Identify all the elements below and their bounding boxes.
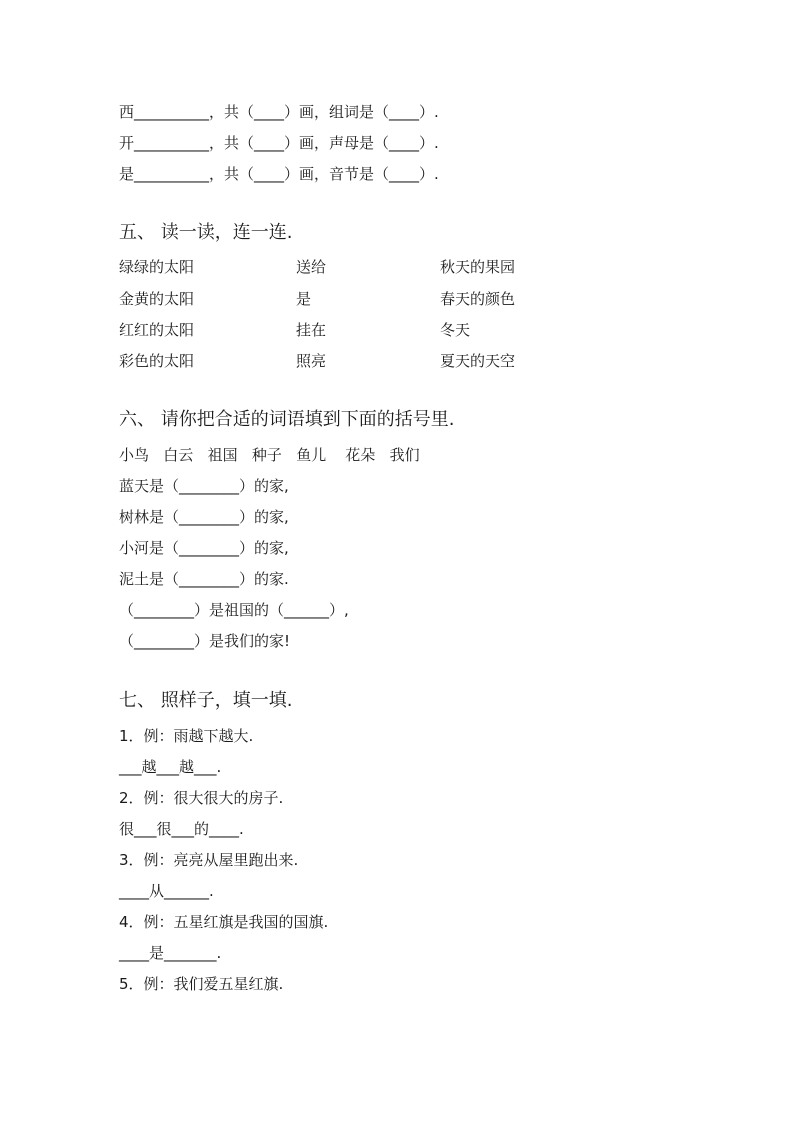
q4-line-3: 是__________，共（____）画，音节是（____）. [119, 165, 439, 183]
q6-line-3: 小河是（________）的家, [119, 539, 289, 557]
q7-example-5: 5．例：我们爱五星红旗. [119, 975, 284, 993]
q7-answer-1: ___越___越___. [119, 758, 222, 776]
q5-middle-item: 挂在 [296, 321, 327, 339]
q7-answer-3: ____从______. [119, 882, 214, 900]
q5-right-item: 春天的颜色 [440, 290, 516, 308]
q5-left-item: 绿绿的太阳 [119, 258, 195, 276]
q4-line-1: 西__________，共（____）画，组词是（____）. [119, 103, 439, 121]
q6-line-5: （________）是祖国的（______）, [119, 601, 349, 619]
q6-line-2: 树林是（________）的家, [119, 508, 289, 526]
q5-right-item: 冬天 [440, 321, 471, 339]
q5-left-item: 彩色的太阳 [119, 352, 195, 370]
q6-line-4: 泥土是（________）的家. [119, 570, 289, 588]
q5-middle-item: 送给 [296, 258, 327, 276]
q6-word-bank: 小鸟 白云 祖国 种子 鱼儿 花朵 我们 [119, 446, 420, 464]
q5-heading: 五、 读一读，连一连. [119, 222, 293, 243]
q6-line-1: 蓝天是（________）的家, [119, 477, 289, 495]
q5-left-item: 金黄的太阳 [119, 290, 195, 308]
q6-line-6: （________）是我们的家! [119, 632, 291, 650]
q7-answer-2: 很___很___的____. [119, 820, 244, 838]
q7-heading: 七、 照样子，填一填. [119, 690, 293, 711]
q5-right-item: 夏天的天空 [440, 352, 516, 370]
q5-middle-item: 是 [296, 290, 312, 308]
q6-heading: 六、 请你把合适的词语填到下面的括号里. [119, 409, 455, 430]
q4-line-2: 开__________，共（____）画，声母是（____）. [119, 134, 439, 152]
q7-example-1: 1．例：雨越下越大. [119, 727, 254, 745]
q5-right-item: 秋天的果园 [440, 258, 516, 276]
q7-example-3: 3．例：亮亮从屋里跑出来. [119, 851, 299, 869]
q7-example-2: 2．例：很大很大的房子. [119, 789, 284, 807]
q5-middle-item: 照亮 [296, 352, 327, 370]
q7-answer-4: ____是_______. [119, 944, 222, 962]
q5-left-item: 红红的太阳 [119, 321, 195, 339]
q7-example-4: 4．例：五星红旗是我国的国旗. [119, 913, 329, 931]
